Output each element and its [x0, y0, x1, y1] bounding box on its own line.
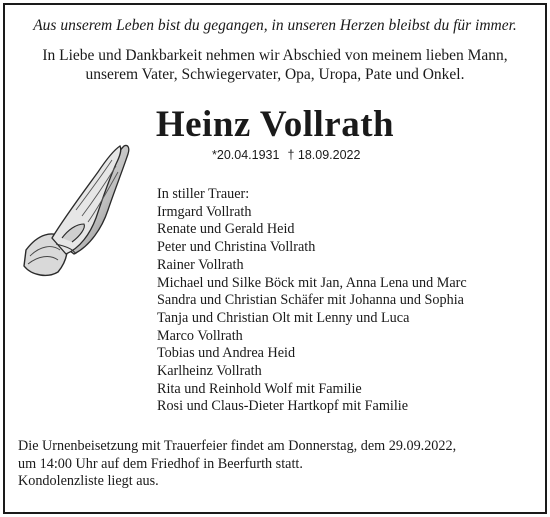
mourners-heading: In stiller Trauer: [157, 186, 250, 202]
mourner-entry: Rainer Vollrath [157, 256, 244, 273]
mourners-list [157, 186, 467, 416]
mourner-entry: Rosi und Claus-Dieter Hartkopf mit Familie [157, 398, 409, 415]
mourner-entry: Karlheinz Vollrath [157, 363, 262, 380]
mourner-entry: Tanja und Christian Olt mit Lenny und Luca [157, 309, 410, 326]
funeral-info-line: Die Urnenbeisetzung mit Trauerfeier findet am Donnerstag, dem 29.09.2022, [18, 438, 457, 454]
mourner-entry: Peter und Christina Vollrath [157, 239, 316, 256]
funeral-info-line: um 14:00 Uhr auf dem Friedhof in Beerfurth statt. [18, 455, 303, 472]
mourner-entry: Irmgard Vollrath [157, 203, 252, 220]
motto: Aus unserem Leben bist du gegangen, in unseren Herzen bleibst du für immer. [33, 17, 517, 34]
mourner-entry: Rita und Reinhold Wolf mit Familie [157, 380, 362, 397]
intro-line: In Liebe und Dankbarkeit nehmen wir Abschied von meinem lieben Mann, [42, 47, 508, 64]
mourner-entry: Tobias und Andrea Heid [157, 345, 296, 362]
deceased-name: Heinz Vollrath [155, 104, 395, 145]
praying-hands-icon [18, 138, 140, 280]
intro-line: unserem Vater, Schwiegervater, Opa, Uropa, Pate und Onkel. [85, 66, 465, 83]
birth-date: *20.04.1931 [212, 148, 280, 162]
intro-text [0, 46, 550, 84]
funeral-info-line: Kondolenzliste liegt aus. [18, 473, 159, 490]
mourner-entry: Marco Vollrath [157, 327, 243, 344]
funeral-info [18, 438, 456, 491]
mourner-entry: Michael und Silke Böck mit Jan, Anna Lena und Marc [157, 274, 467, 291]
life-dates [212, 148, 360, 162]
mourner-entry: Renate und Gerald Heid [157, 221, 295, 238]
death-date: † 18.09.2022 [287, 148, 361, 162]
mourner-entry: Sandra und Christian Schäfer mit Johanna und Sophia [157, 292, 464, 309]
